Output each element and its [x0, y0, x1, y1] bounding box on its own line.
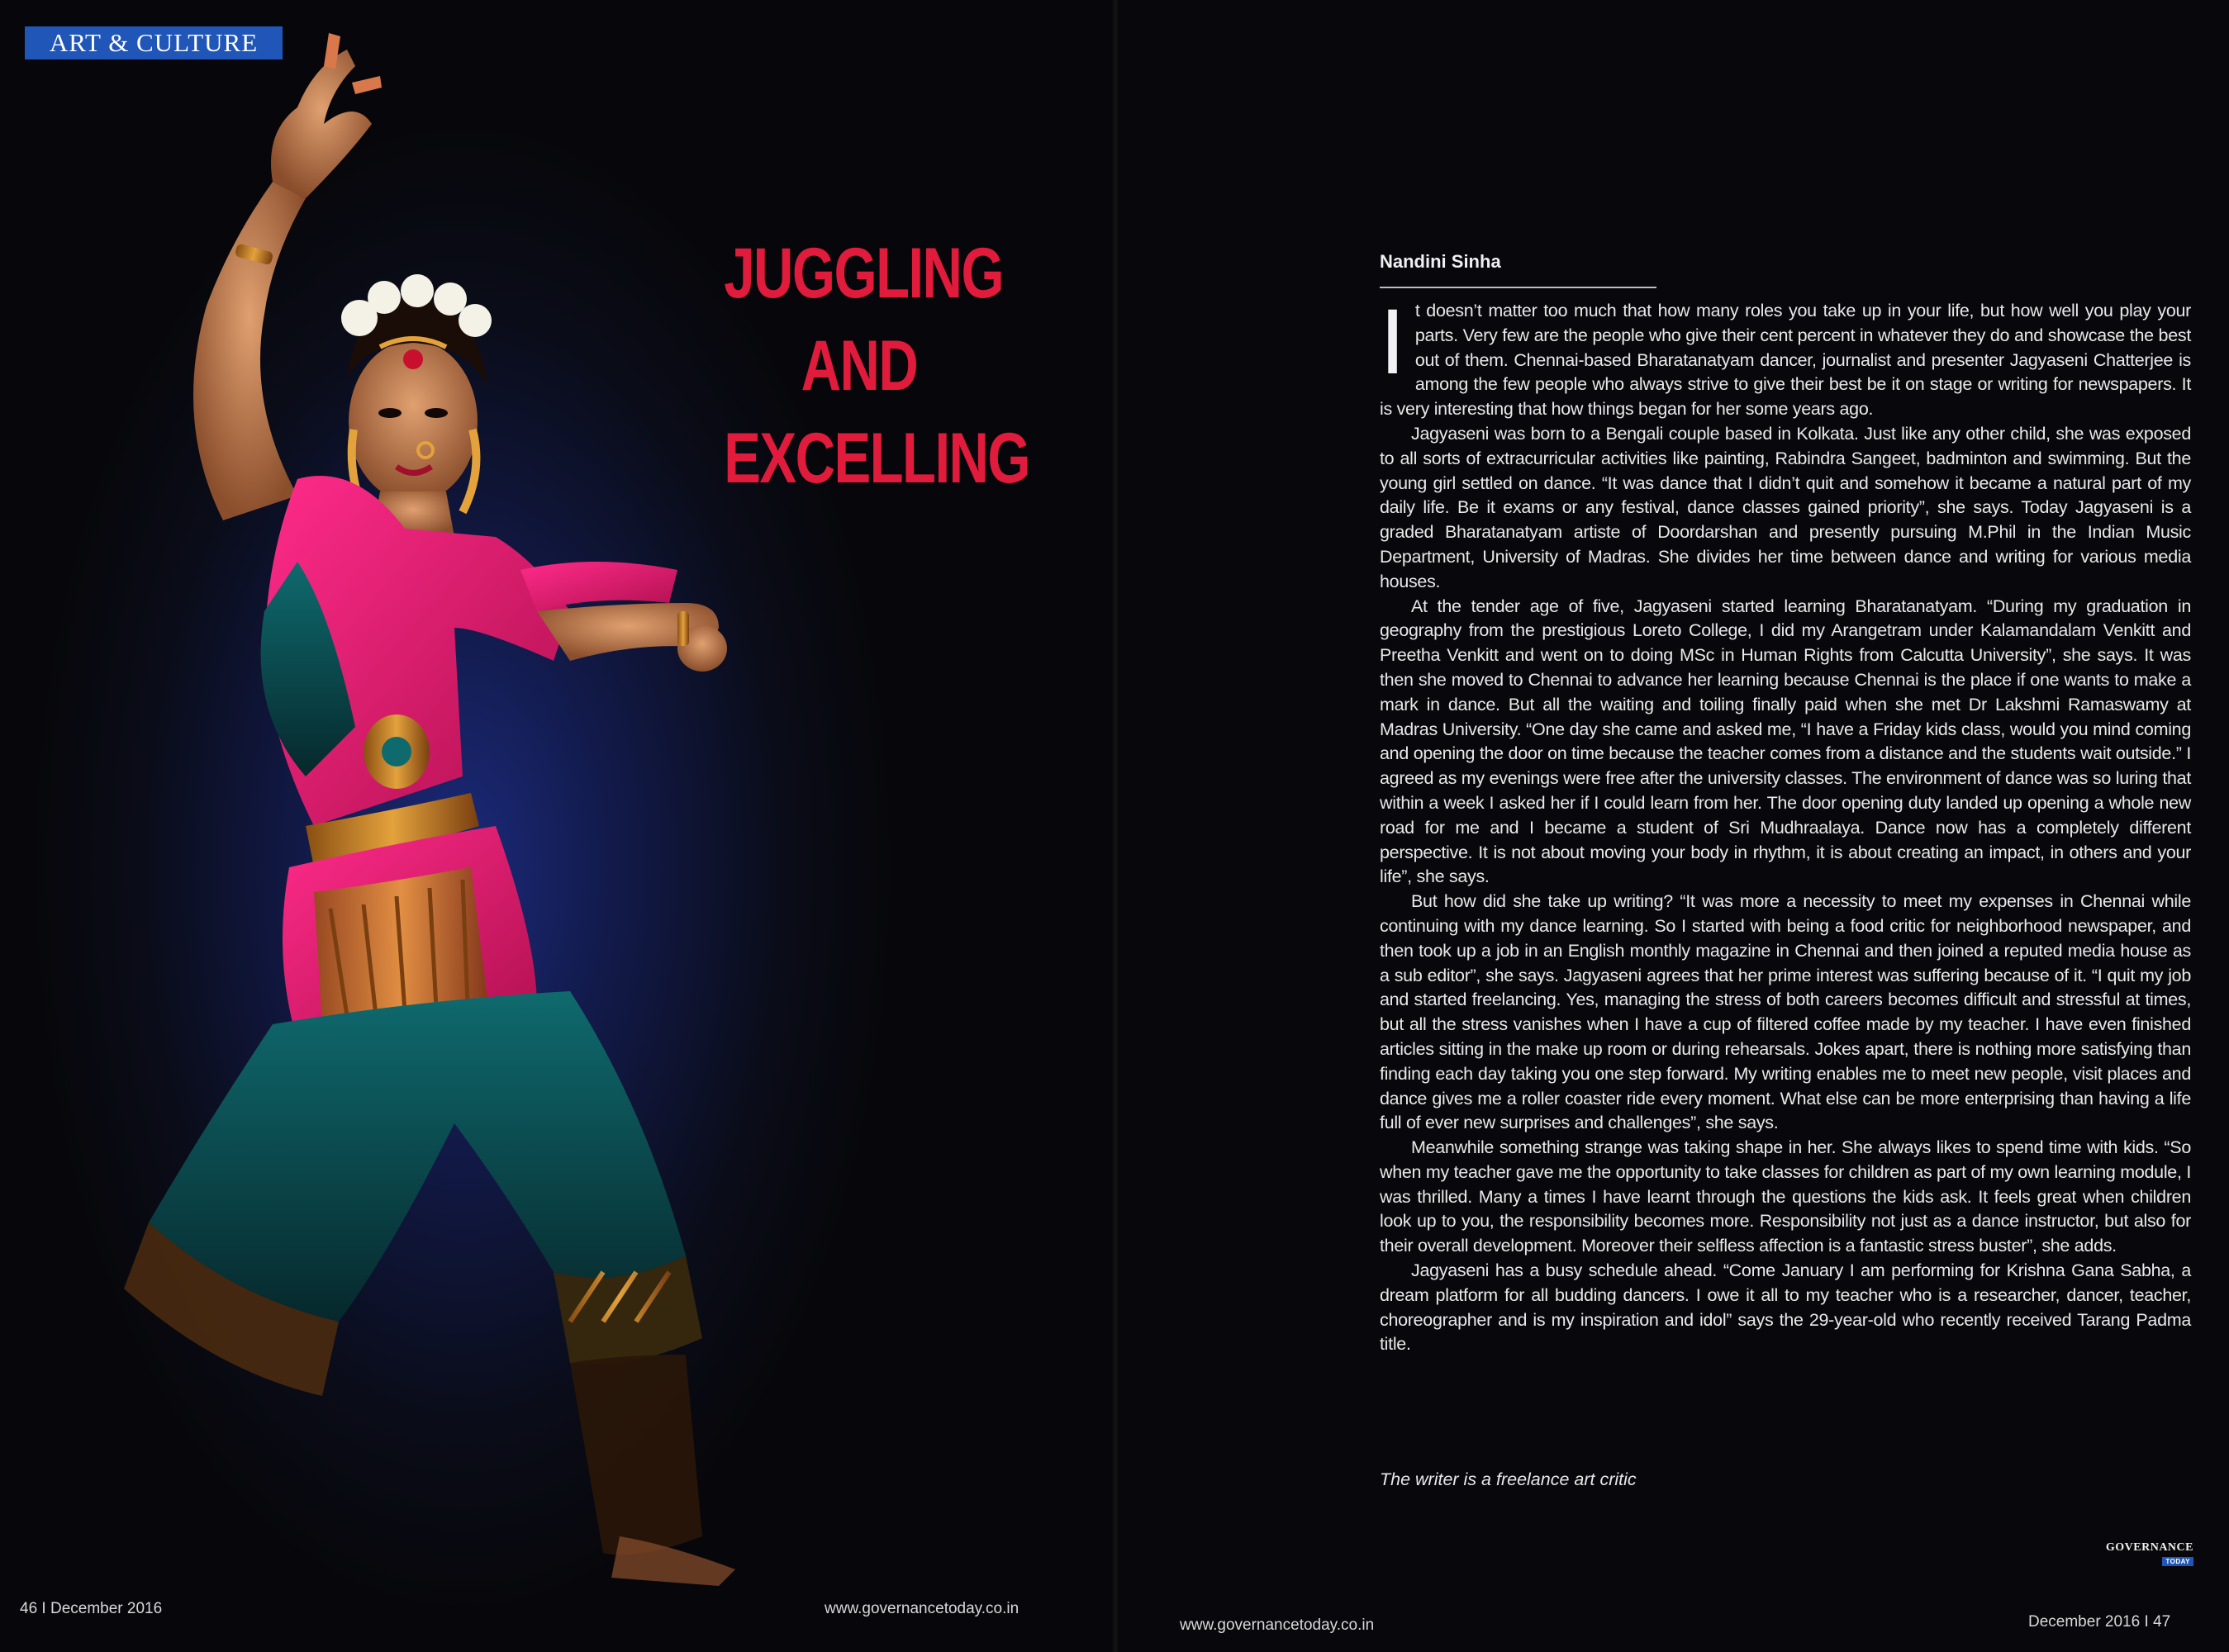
dancer-photo: [107, 33, 785, 1586]
writer-credit: The writer is a freelance art critic: [1380, 1469, 1637, 1489]
article-paragraph: Meanwhile something strange was taking shape in her. She always likes to spend time with kids. “So when my teacher gave me the opportunity to take classes for children as part of my own learning module, I was thrilled. Many a times I have learnt through the questions the kids ask. It feels great when children look up to you, the responsibility becomes more. Responsibility not just as a dance instructor, but also for their overall development. Moreover their selfless affection is a fantastic stress buster”, she adds.: [1380, 1137, 2191, 1256]
page-number-right: December 2016 I 47: [2028, 1613, 2171, 1631]
article-paragraph: [1380, 290, 2191, 422]
headline-line: EXCELLING: [724, 419, 1030, 498]
article-paragraph: Jagyaseni has a busy schedule ahead. “Come January I am performing for Krishna Gana Sabha, a dream platform for all budding dancers. I owe it all to my teacher who is a researcher, dancer, teacher, choreographer and is my inspiration and idol” says the 29-year-old who recently received Tarang Padma title.: [1380, 1260, 2191, 1355]
logo-main: GOVERNANCE: [2105, 1541, 2193, 1554]
article-paragraph: But how did she take up writing? “It was more a necessity to meet my expenses in Chennai while continuing with my dance learning. So I started with being a food critic for neighborhood newspaper, and then took up a job in an English monthly magazine in Chennai and then joined a reputed media house as a sub editor”, she says. Jagyaseni agrees that her prime interest was suffering because of it. “I quit my job and started freelancing. Yes, managing the stress of both careers becomes difficult and stressful at times, but all the stress vanishes when I have a cup of filtered coffee made by my teacher. I have even finished articles sitting in the make up room or during rehearsals. Jokes apart, there is nothing more satisfying than finding each day taking you one step forward. My writing enables me to meet new people, visit places and dance gives me a roller coaster ride every moment. What else can be more enterprising than having a life full of ever new surprises and challenges”, she says.: [1380, 891, 2191, 1133]
page-number-left: 46 I December 2016: [20, 1600, 163, 1617]
footer-url-left: www.governancetoday.co.in: [825, 1600, 1019, 1617]
page-gutter: [1111, 0, 1119, 1652]
author-byline: Nandini Sinha: [1380, 251, 1501, 272]
section-tag: ART & CULTURE: [25, 26, 283, 59]
publication-logo: [2094, 1541, 2193, 1568]
headline-line: AND: [801, 326, 918, 406]
article-headline: [724, 227, 1030, 505]
byline-divider: [1380, 287, 1656, 288]
headline-line: JUGGLING: [724, 234, 1004, 313]
article-paragraph: At the tender age of five, Jagyaseni started learning Bharatanatyam. “During my graduation in geography from the prestigious Loreto College, I did my Arangetram under Kalamandalam Venkitt and Preetha Venkitt and went on to doing MSc in Human Rights from Calcutta University”, she says. It was then she moved to Chennai to advance her learning because Chennai is the place if one wants to make a mark in dance. But all the waiting and toiling finally paid when she met Dr Lakshmi Ramaswamy at Madras University. “One day she came and asked me, “I have a Friday kids class, would you mind coming and opening the door on time because the teacher comes from a distance and the students wait outside.” I agreed as my evenings were free after the university classes. The environment of dance was so luring that within a week I asked her if I could learn from her. The door opening duty landed up opening a whole new road for me and I became a student of Sri Mudhraalaya. Dance now has a completely different perspective. It is not about moving your body in rhythm, it is about creating an impact, in others and your life”, she says.: [1380, 596, 2191, 887]
drop-cap: I: [1380, 290, 1405, 393]
article-body: [1380, 290, 2191, 1357]
footer-url-right: www.governancetoday.co.in: [1180, 1616, 1375, 1634]
right-page: [1119, 0, 2229, 1652]
article-paragraph: Jagyaseni was born to a Bengali couple based in Kolkata. Just like any other child, she was exposed to all sorts of extracurricular activities like painting, Rabindra Sangeet, badminton and swimming. But the young girl settled on dance. “It was dance that I didn’t quit and somehow it became a natural part of my daily life. Be it exams or any festival, dance classes gained priority”, she says. Today Jagyaseni is a graded Bharatanatyam artiste of Doordarshan and presently pursuing M.Phil in the Indian Music Department, University of Madras. She divides her time between dance and writing for various media houses.: [1380, 423, 2191, 591]
logo-sub: TODAY: [2162, 1557, 2193, 1566]
left-page: [0, 0, 1111, 1652]
paragraph-text: t doesn’t matter too much that how many roles you take up in your life, but how well you play your parts. Very few are the people who give their cent percent in whatever they do and showcase the best out of them. Chennai-based Bharatanatyam dancer, journalist and presenter Jagyaseni Chatterjee is among the few people who always strive to give their best be it on stage or writing for newspapers. It is very interesting that how things began for her some years ago.: [1380, 301, 2191, 420]
